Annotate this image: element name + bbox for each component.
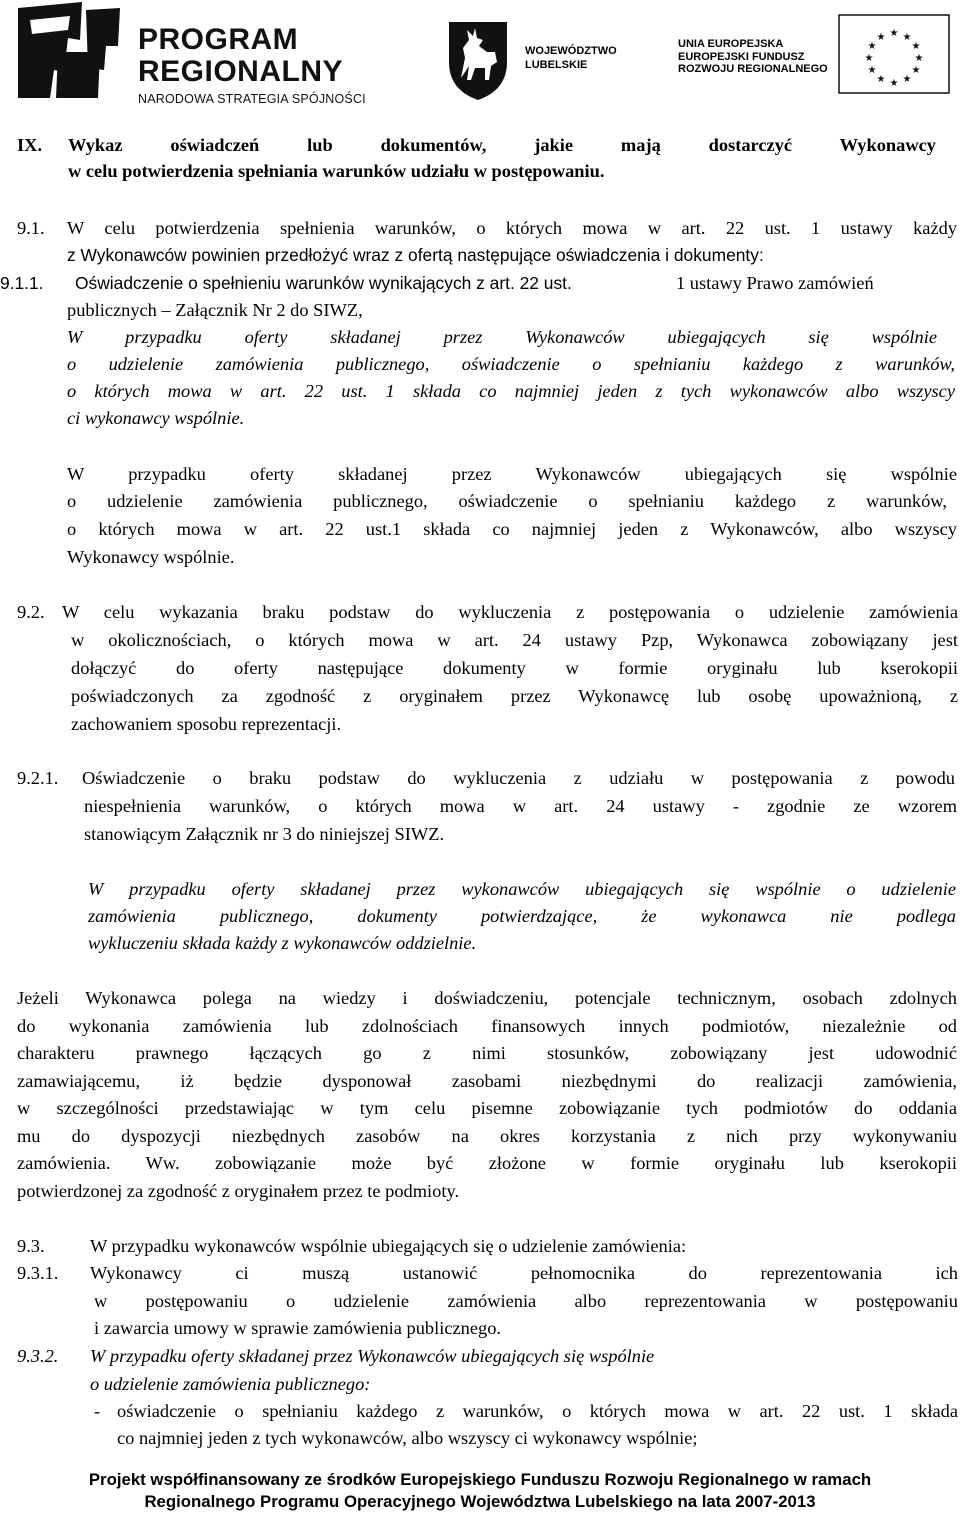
p911-italic-line4: ci wykonawcy wspólnie. bbox=[67, 408, 245, 428]
wojewodztwo-label bbox=[525, 44, 617, 72]
p932-dash: - bbox=[94, 1401, 101, 1421]
eu-line1: UNIA EUROPEJSKA bbox=[678, 38, 784, 50]
p921-italic-line3: wykluczeniu składa każdy z wykonawców oddzielnie. bbox=[88, 933, 477, 953]
svg-text:★: ★ bbox=[911, 41, 921, 52]
p92-line1: W celu wykazania braku podstaw do wykluczenia z postępowania o udzielenie zamówienia bbox=[62, 602, 958, 622]
wojewodztwo-line1: WOJEWÓDZTWO bbox=[525, 45, 617, 57]
p911-italic-line1: W przypadku oferty składanej przez Wykonawców ubiegających się wspólnie bbox=[67, 327, 937, 347]
para-line7: zamówienia. Ww. zobowiązanie może być złożone w formie oryginału lub kserokopii bbox=[17, 1153, 957, 1173]
p932-number: 9.3.2. bbox=[17, 1346, 59, 1366]
para-line3: charakteru prawnego łączących go z nimi stosunków, zobowiązany jest udowodnić bbox=[17, 1043, 957, 1063]
lubelskie-deer-crest-icon bbox=[443, 18, 513, 102]
p93-text: W przypadku wykonawców wspólnie ubiegających się o udzielenie zamówienia: bbox=[90, 1236, 687, 1256]
p932-italic-line1: W przypadku oferty składanej przez Wykonawców ubiegających się wspólnie bbox=[90, 1346, 655, 1366]
section-title-line1: Wykaz oświadczeń lub dokumentów, jakie mają dostarczyć Wykonawcy bbox=[68, 135, 936, 155]
p932-italic-line2: o udzielenie zamówienia publicznego: bbox=[90, 1374, 371, 1394]
eu-fund-label bbox=[678, 38, 828, 76]
para-line4: zamawiającemu, iż będzie dysponował zasobami niezbędnymi do realizacji zamówienia, bbox=[17, 1071, 957, 1091]
footer-line1: Projekt współfinansowany ze środków Europejskiego Funduszu Rozwoju Regionalnego w ramach bbox=[88, 1470, 872, 1489]
svg-text:★: ★ bbox=[876, 32, 886, 43]
p932-bullet-line2: co najmniej jeden z tych wykonawców, albo wszyscy ci wykonawcy wspólnie; bbox=[117, 1428, 698, 1448]
p92-line4: poświadczonych za zgodność z oryginałem przez Wykonawcę lub osobę upoważnioną, z bbox=[71, 686, 958, 706]
p911-note-line1: W przypadku oferty składanej przez Wykonawców ubiegających się wspólnie bbox=[67, 464, 957, 484]
footer-line2: Regionalnego Programu Operacyjnego Województwa Lubelskiego na lata 2007-2013 bbox=[144, 1492, 816, 1511]
eu-line3: ROZWOJU REGIONALNEGO bbox=[678, 63, 828, 75]
svg-text:★: ★ bbox=[867, 65, 877, 76]
page-header bbox=[0, 0, 960, 110]
p911-line1b: 1 ustawy Prawo zamówień bbox=[676, 273, 874, 293]
program-title-line2: REGIONALNY bbox=[138, 55, 344, 88]
p911-line1: Oświadczenie o spełnieniu warunków wynikających z art. 22 ust. bbox=[75, 273, 572, 293]
svg-text:★: ★ bbox=[867, 41, 877, 52]
svg-text:★: ★ bbox=[876, 74, 886, 85]
para-line8: potwierdzonej za zgodność z oryginałem przez te podmioty. bbox=[17, 1181, 460, 1201]
svg-text:★: ★ bbox=[864, 53, 874, 64]
svg-text:★: ★ bbox=[902, 32, 912, 43]
svg-text:★: ★ bbox=[914, 53, 924, 64]
p921-italic-line1: W przypadku oferty składanej przez wykonawców ubiegających się wspólnie o udzielenie bbox=[88, 879, 956, 899]
p921-line3: stanowiącym Załącznik nr 3 do niniejszej SIWZ. bbox=[84, 824, 445, 844]
p931-line3: i zawarcia umowy w sprawie zamówienia publicznego. bbox=[94, 1318, 501, 1338]
wojewodztwo-line2: LUBELSKIE bbox=[525, 59, 588, 71]
p911-note-line4: Wykonawcy wspólnie. bbox=[67, 547, 235, 567]
p91-line2: z Wykonawców powinien przedłożyć wraz z ofertą następujące oświadczenia i dokumenty: bbox=[67, 245, 764, 265]
section-title-line2: w celu potwierdzenia spełniania warunków udziału w postępowaniu. bbox=[68, 161, 605, 181]
p931-line2: w postępowaniu o udzielenie zamówienia albo reprezentowania w postępowaniu bbox=[94, 1291, 958, 1311]
p921-number: 9.2.1. bbox=[17, 768, 59, 788]
svg-text:★: ★ bbox=[889, 78, 899, 89]
svg-text:★: ★ bbox=[889, 28, 899, 39]
p911-note-line2: o udzielenie zamówienia publicznego, oświadczenie o spełnianiu każdego z warunków, bbox=[67, 491, 947, 511]
para-line5: w szczególności przedstawiając w tym celu pisemne zobowiązanie tych podmiotów do oddania bbox=[17, 1098, 957, 1118]
p921-line2: niespełnienia warunków, o których mowa w art. 24 ustawy - zgodnie ze wzorem bbox=[84, 796, 957, 816]
program-regionalny-logo bbox=[10, 0, 390, 108]
p93-number: 9.3. bbox=[17, 1236, 45, 1256]
p911-line2: publicznych – Załącznik Nr 2 do SIWZ, bbox=[67, 300, 363, 320]
p932-bullet-line1: oświadczenie o spełnianiu każdego z warunków, o których mowa w art. 22 ust. 1 składa bbox=[117, 1401, 958, 1421]
p91-number: 9.1. bbox=[17, 218, 45, 238]
p931-line1: Wykonawcy ci muszą ustanowić pełnomocnika do reprezentowania ich bbox=[90, 1263, 958, 1283]
program-title-line1: PROGRAM bbox=[138, 23, 299, 56]
eu-flag-icon bbox=[838, 14, 950, 94]
para-line1: Jeżeli Wykonawca polega na wiedzy i doświadczeniu, potencjale technicznym, osobach zdolnych bbox=[17, 988, 957, 1008]
svg-text:★: ★ bbox=[911, 65, 921, 76]
program-subtitle: NARODOWA STRATEGIA SPÓJNOŚCI bbox=[138, 92, 366, 106]
p911-italic-line2: o udzielenie zamówienia publicznego, oświadczenie o spełnianiu każdego z warunków, bbox=[67, 354, 955, 374]
para-line6: mu do dyspozycji niezbędnych zasobów na okres korzystania z nich przy wykonywaniu bbox=[17, 1126, 957, 1146]
p921-line1: Oświadczenie o braku podstaw do wykluczenia z udziału w postępowania z powodu bbox=[82, 768, 955, 788]
p92-number: 9.2. bbox=[17, 602, 45, 622]
svg-text:★: ★ bbox=[902, 74, 912, 85]
program-regionalny-mark-icon bbox=[10, 0, 128, 100]
p92-line5: zachowaniem sposobu reprezentacji. bbox=[71, 714, 342, 734]
p91-line1: W celu potwierdzenia spełnienia warunków, o których mowa w art. 22 ust. 1 ustawy każdy bbox=[67, 218, 957, 238]
p911-number: 9.1.1. bbox=[0, 273, 44, 293]
p911-italic-line3: o których mowa w art. 22 ust. 1 składa co najmniej jeden z tych wykonawców albo wszyscy bbox=[67, 381, 955, 401]
p931-number: 9.3.1. bbox=[17, 1263, 59, 1283]
p921-italic-line2: zamówienia publicznego, dokumenty potwierdzające, że wykonawca nie podlega bbox=[88, 906, 956, 926]
p92-line2: w okolicznościach, o których mowa w art. 24 ustawy Pzp, Wykonawca zobowiązany jest bbox=[71, 630, 958, 650]
para-line2: do wykonania zamówienia lub zdolnościach finansowych innych podmiotów, niezależnie od bbox=[17, 1016, 957, 1036]
eu-line2: EUROPEJSKI FUNDUSZ bbox=[678, 50, 805, 63]
p92-line3: dołączyć do oferty następujące dokumenty w formie oryginału lub kserokopii bbox=[71, 658, 958, 678]
p911-note-line3: o których mowa w art. 22 ust.1 składa co najmniej jeden z Wykonawców, albo wszyscy bbox=[67, 519, 957, 539]
section-number: IX. bbox=[17, 135, 43, 155]
